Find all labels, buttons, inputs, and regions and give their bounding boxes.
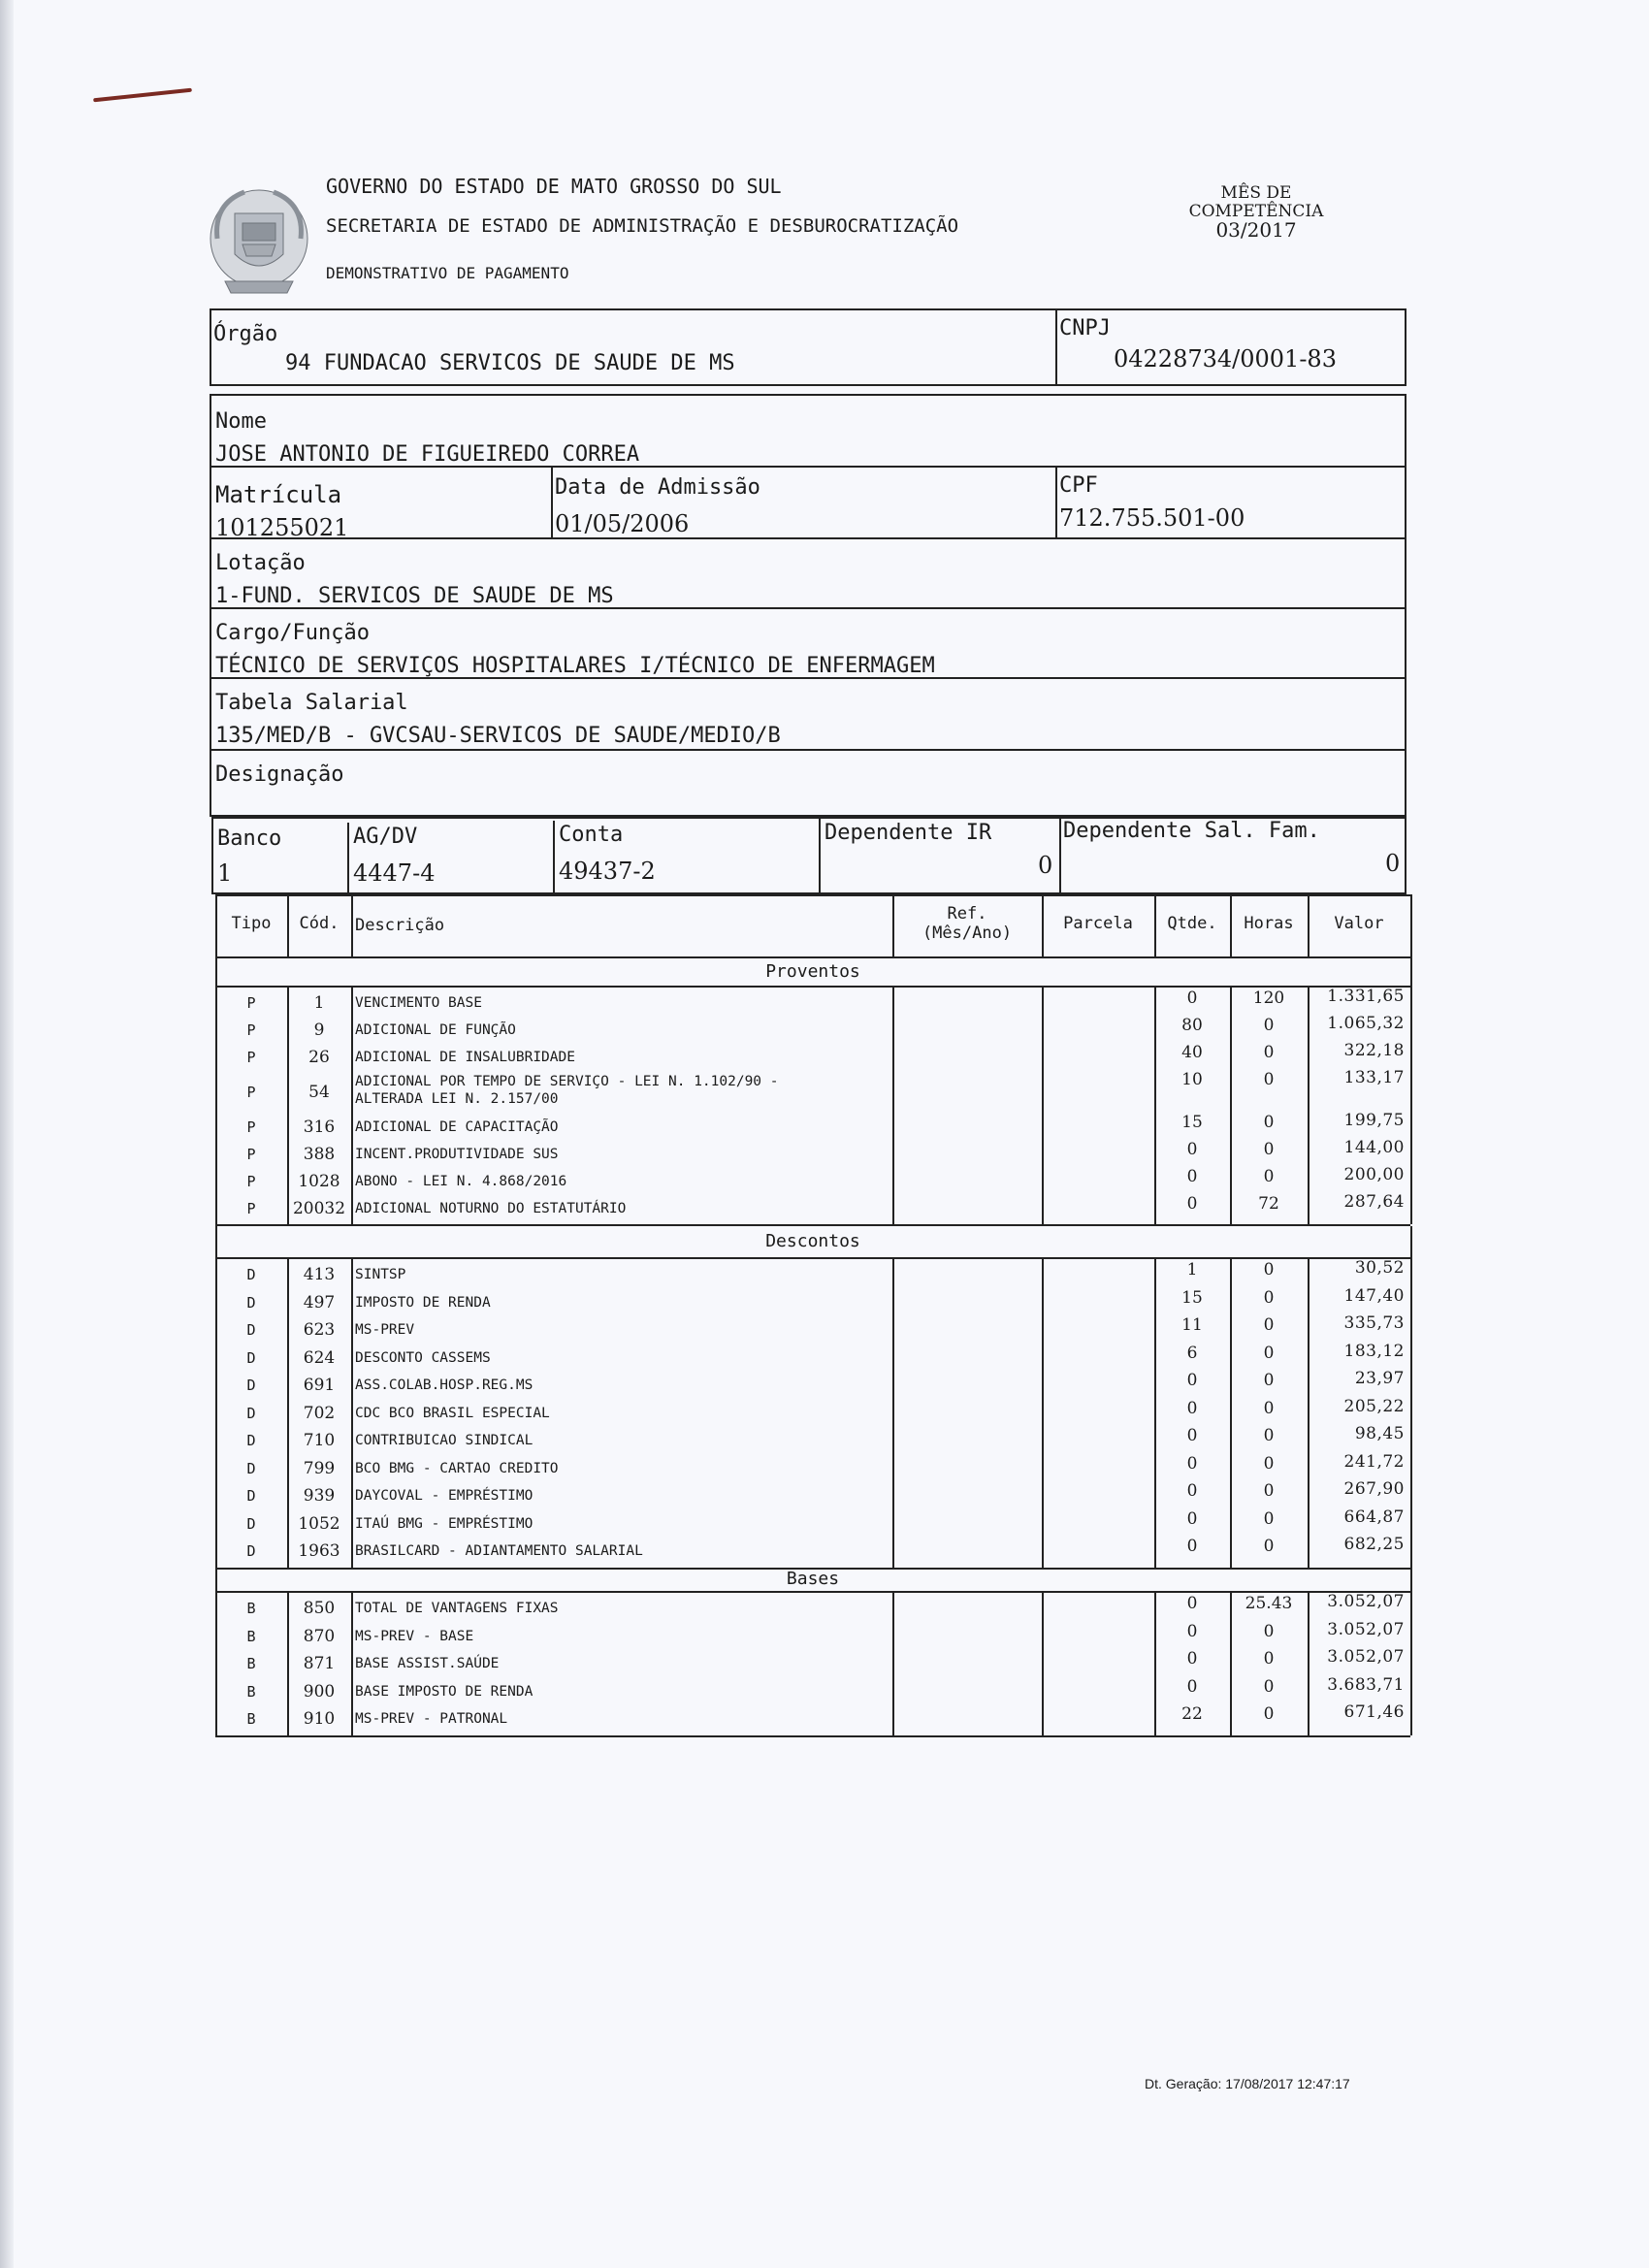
state-crest-logo: [206, 184, 312, 299]
item-descricao: ITAÚ BMG - EMPRÉSTIMO: [355, 1515, 534, 1532]
item-tipo: D: [246, 1514, 256, 1533]
item-tipo: P: [246, 1173, 256, 1190]
divider: [819, 817, 821, 894]
item-valor: 30,52: [1354, 1258, 1405, 1278]
item-qtde: 22: [1181, 1704, 1203, 1724]
item-horas: 0: [1263, 1508, 1275, 1529]
competence-label-2: COMPETÊNCIA: [1188, 202, 1324, 221]
divider: [1410, 894, 1412, 956]
scan-edge: [0, 0, 14, 2268]
item-horas: 25.43: [1245, 1594, 1293, 1613]
lotacao-label: Lotação: [215, 551, 306, 575]
header-secretariat: SECRETARIA DE ESTADO DE ADMINISTRAÇÃO E DESBUROCRATIZAÇÃO: [326, 215, 959, 237]
item-qtde: 0: [1186, 1371, 1198, 1390]
item-horas: 0: [1263, 1704, 1275, 1724]
item-tipo: D: [246, 1266, 256, 1284]
divider: [351, 894, 353, 956]
divider: [1410, 956, 1412, 986]
cpf-value: 712.755.501-00: [1059, 504, 1245, 532]
divider: [215, 956, 1410, 958]
divider: [287, 1257, 289, 1568]
item-valor: 205,22: [1343, 1396, 1405, 1416]
divider: [351, 986, 353, 1224]
divider: [347, 823, 349, 894]
divider: [215, 986, 217, 1224]
col-ref-subheader: (Mês/Ano): [922, 923, 1013, 943]
header-document-type: DEMONSTRATIVO DE PAGAMENTO: [326, 264, 569, 282]
pen-mark: [93, 88, 192, 103]
competence-value: 03/2017: [1215, 218, 1297, 242]
item-codigo: 624: [303, 1347, 336, 1368]
divider: [215, 1735, 1410, 1737]
item-descricao: SINTSP: [355, 1267, 406, 1283]
item-codigo: 1052: [298, 1513, 340, 1534]
item-qtde: 40: [1181, 1043, 1203, 1062]
item-codigo: 1963: [298, 1541, 340, 1562]
item-codigo: 20032: [292, 1199, 346, 1218]
divider: [1308, 1591, 1310, 1735]
item-tipo: B: [246, 1627, 256, 1645]
item-horas: 0: [1263, 1453, 1275, 1474]
item-horas: 0: [1263, 1167, 1275, 1186]
divider: [351, 1591, 353, 1735]
item-descricao: CDC BCO BRASIL ESPECIAL: [355, 1405, 550, 1421]
item-descricao: ADICIONAL DE INSALUBRIDADE: [355, 1050, 575, 1065]
item-qtde: 1: [1186, 1260, 1198, 1280]
divider: [1410, 1257, 1412, 1568]
item-tipo: B: [246, 1710, 256, 1729]
item-valor: 241,72: [1343, 1451, 1405, 1472]
item-codigo: 388: [303, 1145, 336, 1164]
item-valor: 287,64: [1343, 1192, 1405, 1212]
cpf-label: CPF: [1059, 473, 1098, 498]
divider: [1410, 1591, 1412, 1735]
divider: [1410, 986, 1412, 1224]
item-qtde: 0: [1186, 988, 1198, 1008]
divider: [215, 1591, 217, 1735]
item-tipo: P: [246, 1146, 256, 1163]
item-valor: 3.052,07: [1327, 1592, 1405, 1611]
item-valor: 682,25: [1343, 1535, 1405, 1554]
admissao-value: 01/05/2006: [555, 510, 690, 537]
item-descricao: IMPOSTO DE RENDA: [355, 1294, 491, 1311]
item-valor: 144,00: [1343, 1138, 1405, 1157]
item-qtde: 0: [1186, 1167, 1198, 1186]
cnpj-value: 04228734/0001-83: [1114, 345, 1337, 373]
item-qtde: 0: [1186, 1676, 1198, 1697]
item-tipo: B: [246, 1682, 256, 1701]
item-codigo: 900: [303, 1681, 336, 1701]
item-codigo: 316: [303, 1118, 336, 1137]
matricula-value: 101255021: [215, 514, 349, 541]
col-cod-header: Cód.: [299, 914, 340, 933]
item-qtde: 0: [1186, 1398, 1198, 1418]
section-title-proventos: Proventos: [765, 961, 860, 982]
tabela-value: 135/MED/B - GVCSAU-SERVICOS DE SAUDE/MEDIO/B: [215, 724, 781, 748]
item-horas: 0: [1263, 1649, 1275, 1669]
section-title-descontos: Descontos: [765, 1231, 860, 1251]
section-title-bases: Bases: [786, 1569, 840, 1589]
item-horas: 0: [1263, 1315, 1275, 1335]
admissao-label: Data de Admissão: [555, 475, 760, 500]
item-valor: 322,18: [1343, 1041, 1405, 1060]
item-descricao: ADICIONAL DE FUNÇÃO: [355, 1022, 516, 1038]
generation-date: Dt. Geração: 17/08/2017 12:47:17: [1145, 2076, 1350, 2091]
item-descricao: BASE IMPOSTO DE RENDA: [355, 1683, 534, 1700]
col-tipo-header: Tipo: [231, 914, 272, 933]
item-qtde: 0: [1186, 1621, 1198, 1641]
agdv-value: 4447-4: [353, 859, 436, 887]
item-qtde: 6: [1186, 1343, 1198, 1363]
item-valor: 3.052,07: [1327, 1647, 1405, 1667]
col-qtde-header: Qtde.: [1167, 914, 1217, 933]
item-horas: 120: [1252, 988, 1285, 1008]
divider: [1042, 1591, 1044, 1735]
divider: [215, 1224, 1410, 1226]
item-qtde: 80: [1181, 1016, 1203, 1035]
item-qtde: 0: [1186, 1194, 1198, 1214]
item-tipo: D: [246, 1432, 256, 1450]
item-horas: 0: [1263, 1621, 1275, 1641]
item-valor: 1.065,32: [1327, 1014, 1405, 1033]
agdv-label: AG/DV: [353, 825, 418, 849]
item-codigo: 910: [303, 1709, 336, 1730]
item-horas: 0: [1263, 1113, 1275, 1132]
item-tipo: D: [246, 1542, 256, 1561]
divider: [1230, 1591, 1232, 1735]
divider: [892, 1591, 894, 1735]
divider: [892, 986, 894, 1224]
item-descricao: BRASILCARD - ADIANTAMENTO SALARIAL: [355, 1543, 643, 1560]
item-tipo: B: [246, 1600, 256, 1618]
divider: [551, 466, 553, 537]
item-horas: 0: [1263, 1537, 1275, 1556]
orgao-value: 94 FUNDACAO SERVICOS DE SAUDE DE MS: [285, 351, 735, 375]
dependente-ir-value: 0: [1038, 852, 1053, 879]
divider: [1410, 1226, 1412, 1257]
item-descricao: INCENT.PRODUTIVIDADE SUS: [355, 1147, 559, 1162]
item-tipo: D: [246, 1321, 256, 1340]
conta-value: 49437-2: [559, 858, 656, 885]
item-horas: 0: [1263, 1016, 1275, 1035]
col-ref-header: Ref.: [947, 904, 987, 923]
item-qtde: 0: [1186, 1649, 1198, 1669]
dependente-sal-fam-value: 0: [1385, 850, 1401, 877]
item-valor: 147,40: [1343, 1285, 1405, 1306]
item-horas: 0: [1263, 1343, 1275, 1363]
cargo-value: TÉCNICO DE SERVIÇOS HOSPITALARES I/TÉCNICO DE ENFERMAGEM: [215, 654, 935, 678]
item-horas: 0: [1263, 1287, 1275, 1308]
item-qtde: 0: [1186, 1140, 1198, 1159]
conta-label: Conta: [559, 823, 624, 847]
competence-label-1: MÊS DE: [1220, 183, 1292, 203]
item-valor: 664,87: [1343, 1507, 1405, 1527]
item-descricao: TOTAL DE VANTAGENS FIXAS: [355, 1601, 559, 1617]
banco-label: Banco: [217, 826, 282, 851]
divider: [1154, 986, 1156, 1224]
item-descricao: ASS.COLAB.HOSP.REG.MS: [355, 1377, 534, 1394]
item-descricao: CONTRIBUICAO SINDICAL: [355, 1433, 534, 1449]
item-horas: 0: [1263, 1398, 1275, 1418]
item-codigo: 939: [303, 1486, 336, 1507]
item-horas: 0: [1263, 1676, 1275, 1697]
item-valor: 98,45: [1354, 1424, 1405, 1443]
orgao-label: Órgão: [213, 322, 278, 346]
item-codigo: 9: [313, 1021, 325, 1040]
item-qtde: 10: [1181, 1070, 1203, 1089]
item-valor: 183,12: [1343, 1341, 1405, 1361]
col-descricao-header: Descrição: [355, 916, 445, 935]
item-tipo: B: [246, 1655, 256, 1673]
item-tipo: P: [246, 1049, 256, 1066]
divider: [1055, 308, 1057, 386]
item-qtde: 0: [1186, 1481, 1198, 1501]
divider: [1154, 1591, 1156, 1735]
item-horas: 0: [1263, 1070, 1275, 1089]
item-tipo: D: [246, 1459, 256, 1477]
divider: [1154, 1257, 1156, 1568]
item-tipo: P: [246, 1118, 256, 1136]
item-valor: 3.683,71: [1327, 1674, 1405, 1695]
item-codigo: 691: [303, 1376, 336, 1396]
item-qtde: 0: [1186, 1426, 1198, 1445]
competence-block: [1174, 184, 1339, 240]
item-qtde: 0: [1186, 1508, 1198, 1529]
item-qtde: 11: [1181, 1315, 1203, 1335]
divider: [210, 749, 1406, 751]
item-descricao: BASE ASSIST.SAÚDE: [355, 1656, 500, 1672]
item-valor: 199,75: [1343, 1111, 1405, 1130]
cargo-label: Cargo/Função: [215, 621, 370, 645]
item-codigo: 710: [303, 1431, 336, 1451]
divider: [1230, 1257, 1232, 1568]
divider: [553, 821, 555, 894]
item-tipo: P: [246, 1084, 256, 1101]
divider: [287, 986, 289, 1224]
cnpj-label: CNPJ: [1059, 316, 1111, 340]
item-codigo: 413: [303, 1265, 336, 1285]
item-tipo: D: [246, 1293, 256, 1312]
item-descricao: DESCONTO CASSEMS: [355, 1349, 491, 1366]
item-descricao: ADICIONAL NOTURNO DO ESTATUTÁRIO: [355, 1201, 627, 1216]
item-descricao: VENCIMENTO BASE: [355, 995, 482, 1011]
item-horas: 0: [1263, 1371, 1275, 1390]
divider: [1230, 986, 1232, 1224]
item-descricao-cont: ALTERADA LEI N. 2.157/00: [355, 1091, 559, 1107]
nome-value: JOSE ANTONIO DE FIGUEIREDO CORREA: [215, 442, 640, 467]
item-tipo: D: [246, 1377, 256, 1395]
item-codigo: 26: [308, 1048, 330, 1067]
item-codigo: 1028: [298, 1172, 340, 1191]
item-codigo: 1: [313, 993, 325, 1013]
divider: [1308, 986, 1310, 1224]
item-codigo: 799: [303, 1458, 336, 1478]
item-horas: 0: [1263, 1260, 1275, 1280]
item-horas: 0: [1263, 1140, 1275, 1159]
designacao-label: Designação: [215, 762, 344, 787]
item-qtde: 0: [1186, 1453, 1198, 1474]
item-descricao: ABONO - LEI N. 4.868/2016: [355, 1174, 567, 1189]
item-descricao: BCO BMG - CARTAO CREDITO: [355, 1460, 559, 1476]
item-descricao: DAYCOVAL - EMPRÉSTIMO: [355, 1488, 534, 1505]
tabela-label: Tabela Salarial: [215, 691, 408, 715]
item-descricao: ADICIONAL DE CAPACITAÇÃO: [355, 1119, 559, 1135]
divider: [1410, 1564, 1412, 1591]
item-tipo: P: [246, 1200, 256, 1217]
item-horas: 72: [1258, 1194, 1279, 1214]
divider: [210, 537, 1406, 539]
divider: [892, 1257, 894, 1568]
item-valor: 200,00: [1343, 1165, 1405, 1184]
item-descricao: ADICIONAL POR TEMPO DE SERVIÇO - LEI N. 1.102/90 -: [355, 1074, 779, 1089]
item-valor: 671,46: [1343, 1702, 1405, 1722]
item-valor: 3.052,07: [1327, 1619, 1405, 1639]
item-valor: 133,17: [1343, 1068, 1405, 1087]
col-horas-header: Horas: [1244, 914, 1294, 933]
item-qtde: 0: [1186, 1537, 1198, 1556]
banco-value: 1: [217, 859, 233, 887]
item-descricao: MS-PREV - BASE: [355, 1628, 474, 1644]
item-codigo: 497: [303, 1292, 336, 1312]
item-horas: 0: [1263, 1426, 1275, 1445]
item-valor: 267,90: [1343, 1479, 1405, 1499]
divider: [1055, 466, 1057, 537]
item-codigo: 870: [303, 1626, 336, 1646]
col-valor-header: Valor: [1334, 914, 1384, 933]
matricula-label: Matrícula: [215, 481, 342, 508]
item-descricao: MS-PREV - PATRONAL: [355, 1711, 508, 1728]
dependente-ir-label: Dependente IR: [824, 821, 992, 845]
item-horas: 0: [1263, 1043, 1275, 1062]
divider: [1059, 817, 1061, 894]
item-qtde: 15: [1181, 1113, 1203, 1132]
divider: [351, 1257, 353, 1568]
divider: [1042, 1257, 1044, 1568]
item-qtde: 15: [1181, 1287, 1203, 1308]
header-government: GOVERNO DO ESTADO DE MATO GROSSO DO SUL: [326, 175, 782, 198]
item-valor: 1.331,65: [1327, 987, 1405, 1006]
item-codigo: 850: [303, 1599, 336, 1619]
lotacao-value: 1-FUND. SERVICOS DE SAUDE DE MS: [215, 584, 614, 608]
divider: [215, 1257, 217, 1568]
nome-label: Nome: [215, 409, 267, 434]
item-tipo: P: [246, 1021, 256, 1039]
divider: [287, 1591, 289, 1735]
item-codigo: 871: [303, 1654, 336, 1674]
item-descricao: MS-PREV: [355, 1322, 415, 1339]
item-horas: 0: [1263, 1481, 1275, 1501]
item-tipo: D: [246, 1487, 256, 1506]
dependente-sal-fam-label: Dependente Sal. Fam.: [1063, 819, 1320, 843]
item-tipo: D: [246, 1404, 256, 1422]
item-valor: 23,97: [1354, 1369, 1405, 1388]
item-tipo: D: [246, 1348, 256, 1367]
item-codigo: 623: [303, 1320, 336, 1341]
item-codigo: 702: [303, 1403, 336, 1423]
item-valor: 335,73: [1343, 1313, 1405, 1333]
divider: [1308, 1257, 1310, 1568]
col-parcela-header: Parcela: [1063, 914, 1133, 933]
item-tipo: P: [246, 994, 256, 1012]
item-qtde: 0: [1186, 1594, 1198, 1613]
divider: [1042, 986, 1044, 1224]
item-codigo: 54: [308, 1083, 330, 1102]
